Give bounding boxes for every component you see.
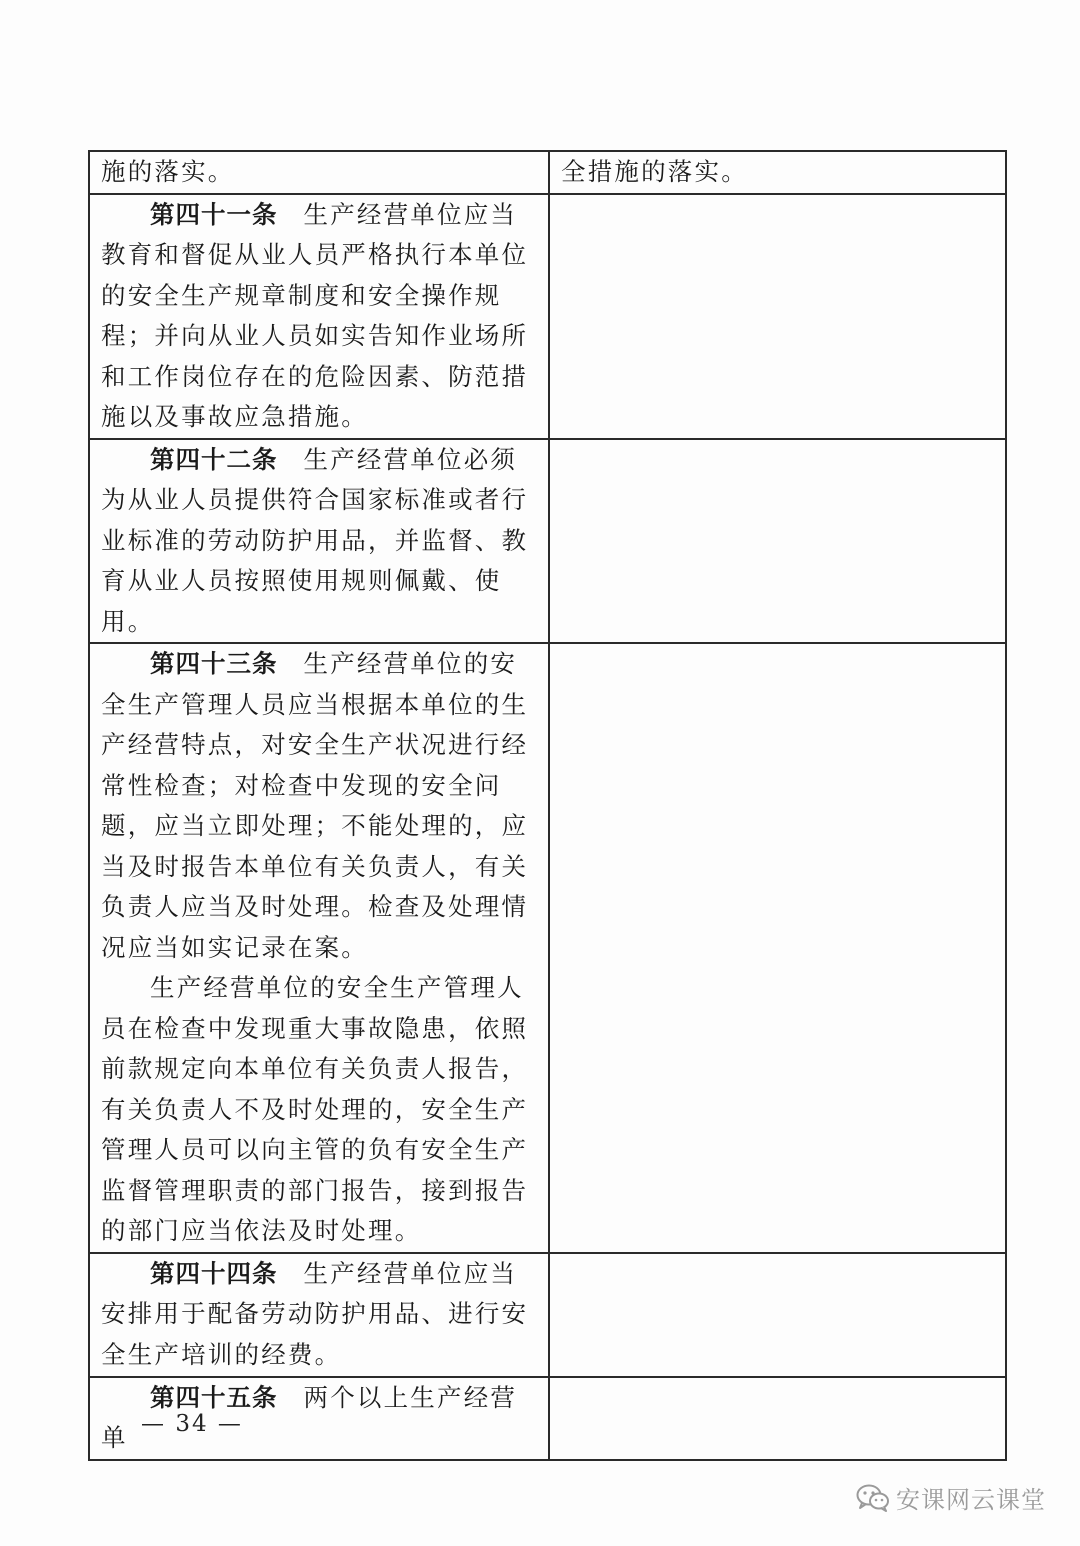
paragraph bbox=[101, 440, 540, 643]
revised-text-cell bbox=[549, 1377, 1006, 1460]
paragraph bbox=[561, 152, 997, 193]
table-row bbox=[89, 439, 1006, 644]
article-number: 第四十四条 bbox=[150, 1258, 278, 1288]
paragraph bbox=[101, 195, 540, 438]
law-comparison-table bbox=[88, 150, 1007, 1461]
article-text: 全措施的落实。 bbox=[561, 157, 748, 186]
revised-text-cell bbox=[549, 439, 1006, 644]
article-text: 生产经营单位必须为从业人员提供符合国家标准或者行业标准的劳动防护用品，并监督、教育从业人员按照使用规则佩戴、使用。 bbox=[101, 444, 529, 636]
original-text-cell bbox=[89, 151, 549, 194]
article-text: 两个以上生产经营单 bbox=[101, 1382, 518, 1452]
original-text-cell bbox=[89, 1253, 549, 1377]
article-text: 生产经营单位的安全生产管理人员在检查中发现重大事故隐患，依照前款规定向本单位有关负责人报告，有关负责人不及时处理的，安全生产管理人员可以向主管的负有安全生产监督管理职责的部门报告，接到报告的部门应当依法及时处理。 bbox=[101, 973, 529, 1245]
paragraph bbox=[101, 1254, 540, 1376]
table-row bbox=[89, 643, 1006, 1253]
wechat-icon bbox=[856, 1484, 890, 1512]
paragraph bbox=[101, 968, 540, 1252]
paragraph bbox=[101, 152, 540, 193]
watermark bbox=[856, 1480, 1046, 1515]
table-body bbox=[89, 151, 1006, 1460]
article-text: 施的落实。 bbox=[101, 157, 235, 186]
page-number: — 34 — bbox=[141, 1411, 243, 1437]
article-number: 第四十一条 bbox=[150, 199, 278, 229]
article-number: 第四十二条 bbox=[150, 444, 278, 474]
article-text: 生产经营单位的安全生产管理人员应当根据本单位的生产经营特点，对安全生产状况进行经常性检查；对检查中发现的安全问题，应当立即处理；不能处理的，应当及时报告本单位有关负责人，有关负责人应当及时处理。检查及处理情况应当如实记录在案。 bbox=[101, 649, 529, 962]
watermark-text: 安课网云课堂 bbox=[896, 1486, 1046, 1514]
revised-text-cell bbox=[549, 151, 1006, 194]
paragraph bbox=[101, 644, 540, 968]
table-row bbox=[89, 1253, 1006, 1377]
original-text-cell bbox=[89, 439, 549, 644]
original-text-cell bbox=[89, 643, 549, 1253]
revised-text-cell bbox=[549, 643, 1006, 1253]
article-number: 第四十五条 bbox=[150, 1382, 278, 1412]
article-text: 生产经营单位应当教育和督促从业人员严格执行本单位的安全生产规章制度和安全操作规程；并向从业人员如实告知作业场所和工作岗位存在的危险因素、防范措施以及事故应急措施。 bbox=[101, 199, 529, 431]
revised-text-cell bbox=[549, 194, 1006, 439]
revised-text-cell bbox=[549, 1253, 1006, 1377]
original-text-cell bbox=[89, 194, 549, 439]
article-text: 生产经营单位应当安排用于配备劳动防护用品、进行安全生产培训的经费。 bbox=[101, 1258, 529, 1369]
table-row bbox=[89, 194, 1006, 439]
table-row bbox=[89, 151, 1006, 194]
article-number: 第四十三条 bbox=[150, 649, 278, 678]
